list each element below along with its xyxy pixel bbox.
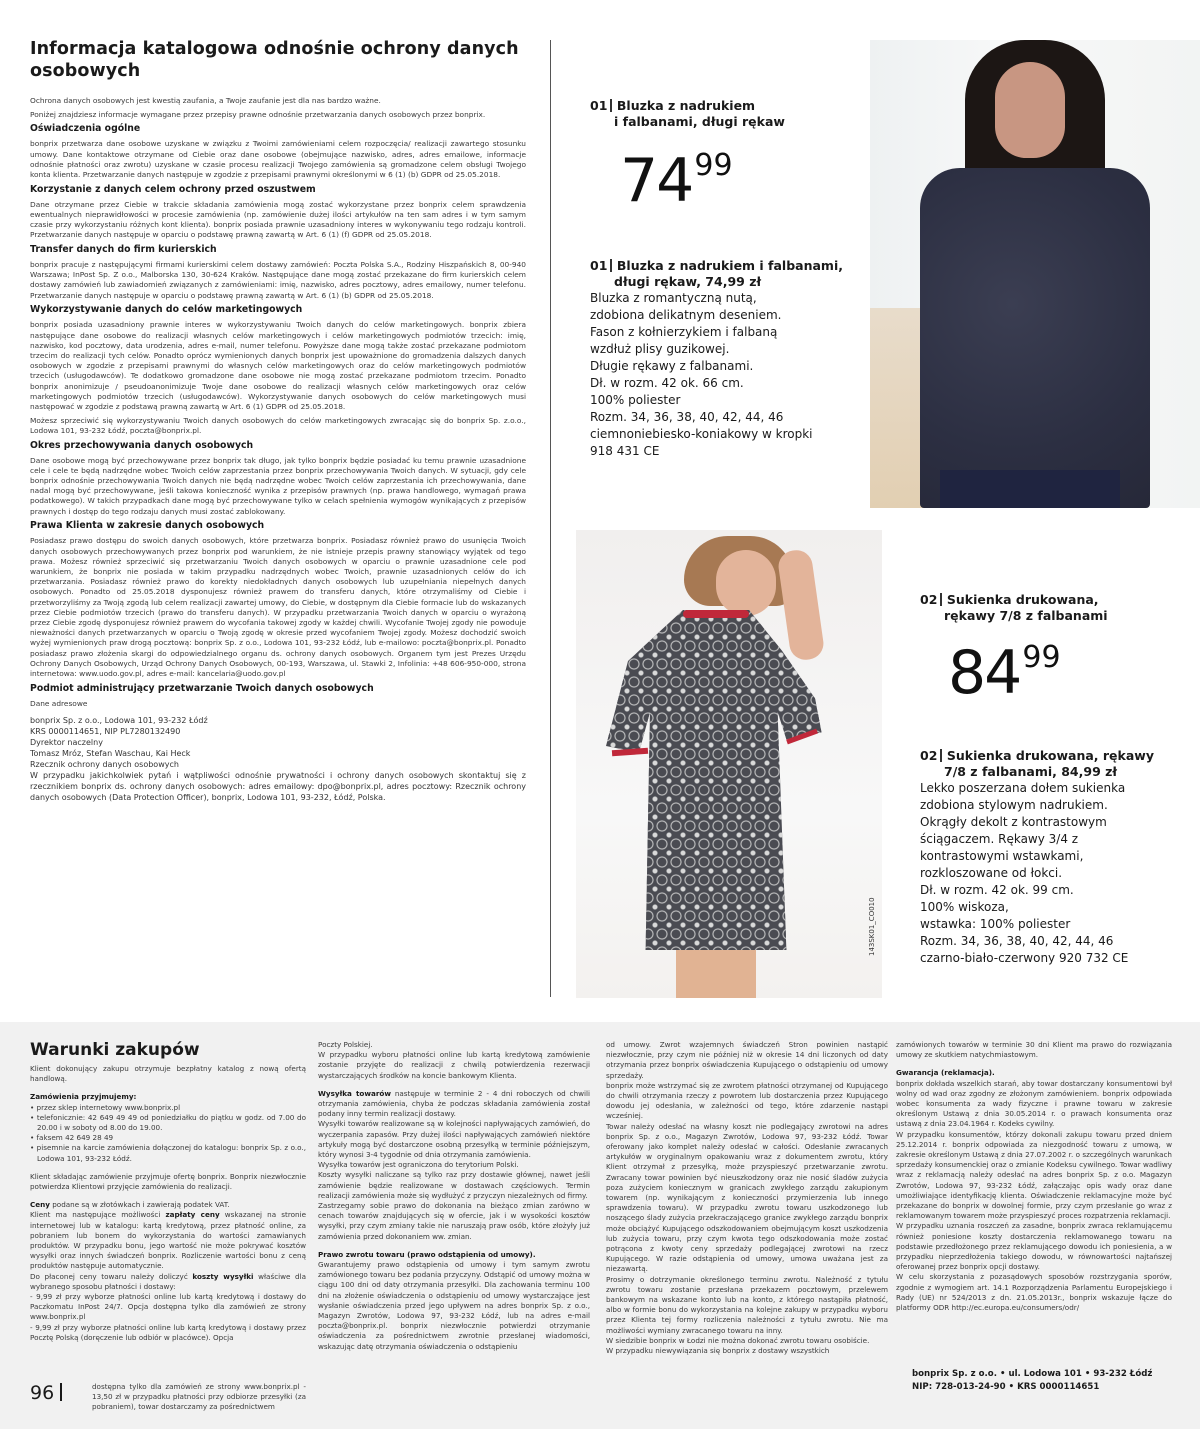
product-02-headline: 02 Sukienka drukowana, rękawy 7/8 z falbanami <box>920 592 1108 623</box>
product-02-photo <box>576 530 882 998</box>
terms-column-1: Klient dokonujący zakupu otrzymuje bezpłatny katalog z nową ofertą handlową. Zamówienia przyjmujemy: • przez sklep internetowy www.bonprix.pl • telefonicznie: 42 649 49 49 od poniedziałku do piątku w godz. od 7.00 do 20.00 i w soboty od 8.00 do 19.00. • faksem 42 649 28 49 • pisemnie na karcie zamówienia dołączonej do katalogu: bonprix Sp. z o.o., Lodowa 101, 93-232 Łódź. Klient składając zamówienie przyjmuje ofertę bonprix. Bonprix niezwłocznie potwierdza Klientowi przyjęcie zamówienia do realizacji. Ceny podane są w złotówkach i zawierają podatek VAT. Klient ma następujące możliwości zapłaty ceny wskazanej na stronie internetowej lub w katalogu: kartą kredytową, przez płatność online, za pobraniem lub bonem do wykorzystania do wartości zamawianych produktów. W przypadku bonu, jego wartość nie może pokrywać kosztów wysyłki oraz innych świadczeń bonprix. Rozliczenie wartości bonu z ceną produktów następuje automatycznie. Do płaconej ceny towaru należy doliczyć koszty wysyłki właściwe dla wybranego sposobu płatności i dostawy: - 9,99 zł przy wyborze płatności online lub kartą kredytową i dostawy do Paczkomatu InPost 24/7. Opcja dostępna tylko dla zamówień ze strony www.bonprix.pl - 9,99 zł przy wyborze płatności online lub kartą kredytową i dostawy przez Pocztę Polską (doręczenie lub odbiór w placówce). Opcja <box>30 1064 306 1343</box>
terms-column-1-tail: dostępna tylko dla zamówień ze strony www.bonprix.pl - 13,50 zł w przypadku płatności przy odbiorze przesyłki (za pobraniem), towar dostarczamy za pośrednictwem <box>92 1382 306 1412</box>
product-02-description: Lekko poszerzana dołem sukienka zdobiona stylowym nadrukiem. Okrągły dekolt z kontrastowym ściągaczem. Rękawy 3/4 z kontrastowymi wstawkami, rozkloszowane od łokci. Dł. w rozm. 42 ok. 99 cm. 100% wiskoza, wstawka: 100% poliester Rozm. 34, 36, 38, 40, 42, 44, 46 czarno-biało-czerwony 920 732 CE <box>920 781 1129 965</box>
section-text-couriers: bonprix pracuje z następującymi firmami kurierskimi celem dostawy zamówień: Poczta Polska S.A., Rodziny Hiszpańskich 8, 00-940 Warszawa; InPost Sp. Z o.o., Malborska 130, 30-624 Kraków. Następujące dane mogą zostać przekazane do firm kurierskich celem dostawy zamówień lub zawiadomień związanych z zamówieniami: imię, nazwisko, adres pocztowy, adres emailowy, numer telefonu. Przetwarzanie danych następuje w oparciu o podstawę prawną zawartą w Art. 6 (1) (b) GDPR od 25.05.2018. <box>30 260 526 300</box>
privacy-intro-1: Ochrona danych osobowych jest kwestią zaufania, a Twoje zaufanie jest dla nas bardzo ważne. <box>30 96 381 105</box>
section-text-marketing-objection: Możesz sprzeciwić się wykorzystywaniu Twoich danych osobowych do celów marketingowych zwracając się do bonprix Sp. z.o.o., Lodowa 101, 93-232 Łódź, poczta@bonprix.pl. <box>30 415 526 435</box>
page-number: 96 <box>30 1382 62 1404</box>
section-heading-retention: Okres przechowywania danych osobowych <box>30 439 254 451</box>
order-channels-list: • przez sklep internetowy www.bonprix.pl • telefonicznie: 42 649 49 49 od poniedziałku do piątku w godz. od 7.00 do 20.00 i w soboty od 8.00 do 19.00. • faksem 42 649 28 49 • pisemnie na karcie zamówienia dołączonej do katalogu: bonprix Sp. z o.o., Lodowa 101, 93-232 Łódź. <box>30 1103 306 1164</box>
product-01-details: 01 Bluzka z nadrukiem i falbanami, długi rękaw, 74,99 zł Bluzka z romantyczną nutą, zdobiona delikatnym deseniem. Fason z kołnierzykiem i falbaną wzdłuż plisy guzikowej. Długie rękawy z falbanami. Dł. w rozm. 42 ok. 66 cm. 100% poliester Rozm. 34, 36, 38, 40, 42, 44, 46 ciemnoniebiesko-koniakowy w kropki 918 431 CE <box>590 258 843 458</box>
section-heading-fraud: Korzystanie z danych celem ochrony przed oszustwem <box>30 183 316 195</box>
section-text-rights: Posiadasz prawo dostępu do swoich danych osobowych, które przetwarza bonprix. Posiadasz również prawo do usunięcia Twoich danych osobowych przechowywanych przez bonprix pod warunkiem, że nie istnieje przepis prawny stanowiący wyjątek od tego prawa. Możesz również sprzeciwić się przetwarzaniu Twoich danych osobowych w oparciu o prawnie uzasadnione cele pod warunkiem, że bonprix nie posiada w takim przypadku nadrzędnych wobec Twoich, prawnie uzasadnionych celów do ich przetwarzania. Posiadasz również prawo do korekty niedokładnych danych osobowych lub uzupełniania niepełnych danych osobowych. Ponadto od 25.05.2018 dysponujesz również prawem do transferu danych, które otrzymaliśmy od Ciebie i przetworzyliśmy za Twoją zgodą lub celem realizacji zawartej umowy, do Ciebie, w dostępnym dla Ciebie formacie lub do wskazanych przez Ciebie podmiotów trzecich (prawo do transferu danych). W przypadku przetwarzania Twoich danych w oparciu o wyrażoną przez Ciebie zgodę dysponujesz również prawem do wycofania takowej zgody w każdej chwili. Wycofanie Twojej zgody nie powoduje nieważności danych przetwarzanych w oparciu o Twoją zgodę w okresie przed wycofaniem Twojej zgody. Możesz dochodzić swoich wyżej wymienionych praw drogą pocztową: bonprix Sp. z o.o., Lodowa 101, 93-232 Łódź, lub e-mailowo: poczta@bonprix.pl. Ponadto posiadasz prawo złożenia skargi do odpowiedzialnego organu ds. ochrony danych osobowych. Organem tym jest Prezes Urzędu Ochrony Danych Osobowych, Urząd Ochrony Danych Osobowych, 00-193, Warszawa, ul. Stawki 2, Infolinia: +48 606-950-000, strona internetowa: www.uodo.gov.pl, adres e-mail: kancelaria@uodo.gov.pl <box>30 536 526 678</box>
terms-column-2: Poczty Polskiej. W przypadku wyboru płatności online lub kartą kredytową zamówienie zostanie przyjęte do realizacji z chwilą potwierdzenia rezerwacji wystarczających środków na koncie bankowym Klienta. Wysyłka towarów następuje w terminie 2 - 4 dni roboczych od chwili otrzymania zamówienia, chyba że podczas składania zamówienia został podany inny termin realizacji dostawy. Wysyłki towarów realizowane są w kolejności napływających zamówień, do wyczerpania zapasów. Przy dużej ilości napływających zamówień niektóre artykuły mogą być dostarczone osobną przesyłką w terminie późniejszym, który wynosi 3-4 tygodnie od dnia otrzymania zamówienia. Wysyłka towarów jest ograniczona do terytorium Polski. Koszty wysyłki naliczane są tylko raz przy dostawie głównej, nawet jeśli zamówienie będzie realizowane w dostawach częściowych. Termin realizacji zamówienia może się wydłużyć z przyczyn niezależnych od firmy. Zastrzegamy sobie prawo do dokonania na bieżąco zmian zarówno w cenach towarów znajdujących się w ofercie, jak i w wysokości kosztów wysyłki, przy czym zmiany takie nie naruszają praw osób, które złożyły już zamówienia przed dokonaniem ww. zmian. Prawo zwrotu towaru (prawo odstąpienia od umowy). Gwarantujemy prawo odstąpienia od umowy i tym samym zwrotu zamówionego towaru bez podania przyczyny. Odstąpić od umowy można w ciągu 100 dni od daty otrzymania przesyłki. Dla zachowania terminu 100 dni na złożenie oświadczenia o odstąpieniu od umowy wystarczające jest wysłanie oświadczenia przed jego upływem na adres bonprix Sp. z o.o., Magazyn Zwrotów, Lodowa 97, 93-232 Łódź, lub na adres e-mail poczta@bonprix.pl. bonprix niezwłocznie potwierdzi otrzymanie oświadczenia za pośrednictwem zwrotnie przesłanej wiadomości, wskazując datę otrzymania oświadczenia o odstąpieniu <box>318 1040 590 1351</box>
product-02-details: 02 Sukienka drukowana, rękawy 7/8 z falbanami, 84,99 zł Lekko poszerzana dołem sukienka zdobiona stylowym nadrukiem. Okrągły dekolt z kontrastowym ściągaczem. Rękawy 3/4 z kontrastowymi wstawkami, rozkloszowane od łokci. Dł. w rozm. 42 ok. 99 cm. 100% wiskoza, wstawka: 100% poliester Rozm. 34, 36, 38, 40, 42, 44, 46 czarno-biało-czerwony 920 732 CE <box>920 748 1154 965</box>
terms-title: Warunki zakupów <box>30 1040 200 1060</box>
product-01-headline: 01 Bluzka z nadrukiem i falbanami, długi rękaw <box>590 98 785 129</box>
product-01-photo <box>870 40 1200 508</box>
section-text-retention: Dane osobowe mogą być przechowywane przez bonprix tak długo, jak tylko bonprix będzie posiadać ku temu prawnie uzasadnione cele i cele te będą nadrzędne wobec Twoich celów zaprzestania przez bonprix przechowywania Twoich danych. W sytuacji, gdy cele bonprix odnośnie przechowywania Twoich danych nie będą nadrzędne wobec Twoich celów zaprzestania ich przechowywania, dane nadal mogą być przechowywane, jeśli takowa konieczność wynika z przepisów prawnych (np. prawa handlowego, wymagań prawa podatkowego). W takich przypadkach dane mogą być przechowywane tylko w celach spełnienia wymogów wynikających z przepisów prawnych i dostęp do tego rodzaju danych musi zostać zablokowany. <box>30 455 526 516</box>
section-text-controller: Dane adresowe <box>30 698 88 708</box>
controller-address: bonprix Sp. z o.o., Lodowa 101, 93-232 Łódź KRS 0000114651, NIP PL7280132490 Dyrektor naczelny Tomasz Mróz, Stefan Waschau, Kai Heck Rzecznik ochrony danych osobowych <box>30 715 208 769</box>
company-footer: bonprix Sp. z o.o. • ul. Lodowa 101 • 93-232 Łódź NIP: 728-013-24-90 • KRS 0000114651 <box>912 1369 1153 1392</box>
separator-bar <box>940 593 942 606</box>
section-text-general: bonprix przetwarza dane osobowe uzyskane w związku z Twoimi zamówieniami celem rozpoczęcia/ realizacji zawartego stosunku umowy. Dane kontaktowe otrzymane od Ciebie oraz dane osobowe (obejmujące nazwisko, adres, adres emailowe, informacje odnośnie płatności oraz zwrotu) uzyskane w czasie procesu realizacji Twojego zamówienia są gromadzone celem obsługi Twojego konta klienta. Przetwarzanie danych następuje w zgodzie z przepisami prawnymi określonymi w 6 (1) (b) GDPR od 25.05.2018. <box>30 139 526 180</box>
separator-bar <box>610 259 612 272</box>
column-divider <box>550 40 551 997</box>
image-code: 143SK01_CO010 <box>868 897 876 956</box>
privacy-info-column <box>30 38 526 803</box>
dpo-contact: W przypadku jakichkolwiek pytań i wątpliwości odnośnie prywatności i ochrony danych osobowych skontaktuj się z rzecznikiem bonprix ds. ochrony danych osobowych: adres emailowy: dpo@bonprix.pl, adres pocztowy: Rzecznik ochrony danych osobowych (Data Protection Officer), bonprix, Lodowa 101, 93-232, Łódź, Polska. <box>30 770 526 802</box>
product-code: 01 <box>590 98 608 113</box>
section-heading-general: Oświadczenia ogólne <box>30 123 141 135</box>
section-heading-marketing: Wykorzystywanie danych do celów marketingowych <box>30 304 303 316</box>
product-01-price: $74^{99}$ <box>620 146 733 216</box>
return-heading: Prawo zwrotu towaru (prawo odstąpienia od umowy). <box>318 1249 536 1259</box>
product-02-price: $84^{99}$ <box>948 638 1061 708</box>
warranty-heading: Gwarancja (reklamacja). <box>896 1068 995 1078</box>
section-text-marketing: bonprix posiada uzasadniony prawnie interes w wykorzystywaniu Twoich danych do celów marketingowych. bonprix zbiera następujące dane osobowe do realizacji własnych celów marketingowych i celów marketingowych podmiotów trzecich: imię, nazwisko, kod pocztowy, data urodzenia, adres e-mail, numer telefonu. Powyższe dane mogą także zostać przekazane podmiotom trzecim do realizacji tych celów. Ponadto oprócz wymienionych danych bonprix jest upoważnione do gromadzenia dalszych danych osobowych w zgodzie z przepisami prawnymi do własnych celów marketingowych oraz do celów marketingowych podmiotów trzecich (usługodawców). Te dodatkowo gromadzone dane osobowe nie mogą zostać przekazane podmiotom trzecim. Ponadto bonprix anonimizuje / pseudoanonimizuje Twoje dane osobowe do realizacji własnych celów marketingowych oraz celów marketingowych podmiotów trzecich (usługodawców). Wykorzystywanie danych osobowych do celów marketingowych musi następować w zgodzie z podstawą prawną zawartą w Art. 6 (1) GDPR od 25.05.2018. <box>30 320 526 411</box>
product-01-description: Bluzka z romantyczną nutą, zdobiona delikatnym deseniem. Fason z kołnierzykiem i falbaną wzdłuż plisy guzikowej. Długie rękawy z falbanami. Dł. w rozm. 42 ok. 66 cm. 100% poliester Rozm. 34, 36, 38, 40, 42, 44, 46 ciemnoniebiesko-koniakowy w kropki 918 431 CE <box>590 291 813 458</box>
terms-column-3: od umowy. Zwrot wzajemnych świadczeń Stron powinien nastąpić niezwłocznie, przy czym nie później niż w okresie 14 dni liczonych od daty otrzymania przez bonprix oświadczenia Kupującego o odstąpieniu od umowy sprzedaży. bonprix może wstrzymać się ze zwrotem płatności otrzymanej od Kupującego do chwili otrzymania rzeczy z powrotem lub dostarczenia przez Kupującego dowodu jej odesłania, w zależności od tego, które zdarzenie nastąpi wcześniej. Towar należy odesłać na własny koszt nie podlegający zwrotowi na adres bonprix Sp. z o.o., Magazyn Zwrotów, Lodowa 97, 93-232 Łódź. Towar oferowany jako komplet należy odesłać w całości. Odesłanie zwracanych artykułów w oryginalnym opakowaniu wraz z dokumentem zwrotu, który Klient otrzymał z przesyłką, może przyspieszyć przetwarzanie zwrotu. Zwracany towar powinien być nieuszkodzony oraz nie nosić śladów zużycia poza zużyciem koniecznym w granicach zwykłego zarządu zakupionym towarem (np. wynikającym z konieczności przymierzenia lub innego sprawdzenia towaru). W przypadku zwrotu towaru uszkodzonego lub noszącego ślady zużycia przekraczającego granice zwykłego zarządu bonprix może obciążyć Kupującego odszkodowaniem obejmującym koszt uszkodzenia lub zużycia towaru, przy czym kwota tego odszkodowania może zostać potrącona z kwoty ceny sprzedaży podlegającej zwrotowi na rzecz Kupującego. W razie odstąpienia od umowy, umowa uważana jest za niezawartą. Prosimy o dotrzymanie określonego terminu zwrotu. Należność z tytułu zwrotu towaru zostanie przesłana przekazem pocztowym, przelewem bankowym na wskazane konto lub na konto, z którego nastąpiła płatność, albo w formie bonu do wykorzystania na kolejne zakupy w przypadku wyboru przez Klienta tej formy rozliczenia należności z tytułu zwrotu. Nie ma możliwości wymiany zwracanego towaru na inny. W siedzibie bonprix w Łodzi nie można dokonać zwrotu towaru osobiście. W przypadku niewywiązania się bonprix z dostawy wszystkich <box>606 1040 888 1356</box>
section-text-fraud: Dane otrzymane przez Ciebie w trakcie składania zamówienia mogą zostać wykorzystane przez bonprix celem sprawdzenia ewentualnych nieprawidłowości w procesie zamówienia (np. zamówienie dużej ilości artykułów na ten sam adres i w tym samym czasie przy wykorzystaniu różnych kont klienta). bonprix posiada prawnie uzasadniony interes w wykonywaniu tego rodzaju kontroli. Przetwarzanie danych następuje w oparciu o podstawę prawną zawartą w Art. 6 (1) (f) GDPR od 25.05.2018. <box>30 199 526 240</box>
privacy-title: Informacja katalogowa odnośnie ochrony danych osobowych <box>30 39 519 81</box>
separator-bar <box>610 99 612 112</box>
section-heading-couriers: Transfer danych do firm kurierskich <box>30 244 217 256</box>
terms-column-4: zamówionych towarów w terminie 30 dni Klient ma prawo do rozwiązania umowy ze skutkiem natychmiastowym. Gwarancja (reklamacja). bonprix dokłada wszelkich starań, aby towar dostarczany konsumentowi był wolny od wad oraz zgodny ze złożonym zamówieniem. bonprix odpowiada wobec konsumenta za wady fizyczne i prawne towaru w zakresie określonym Ustawą z dnia 30.05.2014 r. o prawach konsumenta oraz ustawą z dnia 23.04.1964 r. Kodeks cywilny. W przypadku konsumentów, którzy dokonali zakupu towaru przed dniem 25.12.2014 r. bonprix odpowiada za niezgodność towaru z umową, w zakresie określonym Ustawą z dnia 27.07.2002 r. o szczególnych warunkach sprzedaży konsumenckiej oraz o zmianie Kodeksu cywilnego. Towar wadliwy wraz z reklamacją należy odesłać na adres bonprix Sp. z o.o. Magazyn Zwrotów, Lodowa 97, 93-232 Łódź, załączając opis wady oraz dane umożliwiające identyfikację klienta. Oświadczenie reklamacyjne może być przekazane do bonprix w dowolnej formie, przy czym przesłanie go wraz z reklamowanym towarem może przyspieszyć proces rozpatrzenia reklamacji. W przypadku uznania roszczeń za zasadne, bonprix zwraca reklamującemu również poniesione koszty dostarczenia reklamowanego towaru na podstawie przedłożonego przez reklamującego dowodu ich poniesienia, a w przypadku nieprzedłożenia takiego dowodu, w równowartości najtańszej oferowanej przez bonprix opcji dostawy. W celu skorzystania z pozasądowych sposobów rozstrzygania sporów, zgodnie z wymogiem art. 14.1 Rozporządzenia Parlamentu Europejskiego i Rady (UE) nr 524/2013 z dn. 21.05.2013r., bonprix wskazuje łącze do platformy ODR http://ec.europa.eu/consumers/odr/ <box>896 1040 1172 1313</box>
section-heading-controller: Podmiot administrujący przetwarzanie Twoich danych osobowych <box>30 682 374 694</box>
section-heading-rights: Prawa Klienta w zakresie danych osobowych <box>30 520 265 532</box>
separator-bar <box>940 749 942 762</box>
privacy-intro-2: Poniżej znajdziesz informacje wymagane przez przepisy prawne odnośnie przetwarzania danych osobowych przez bonprix. <box>30 109 486 119</box>
